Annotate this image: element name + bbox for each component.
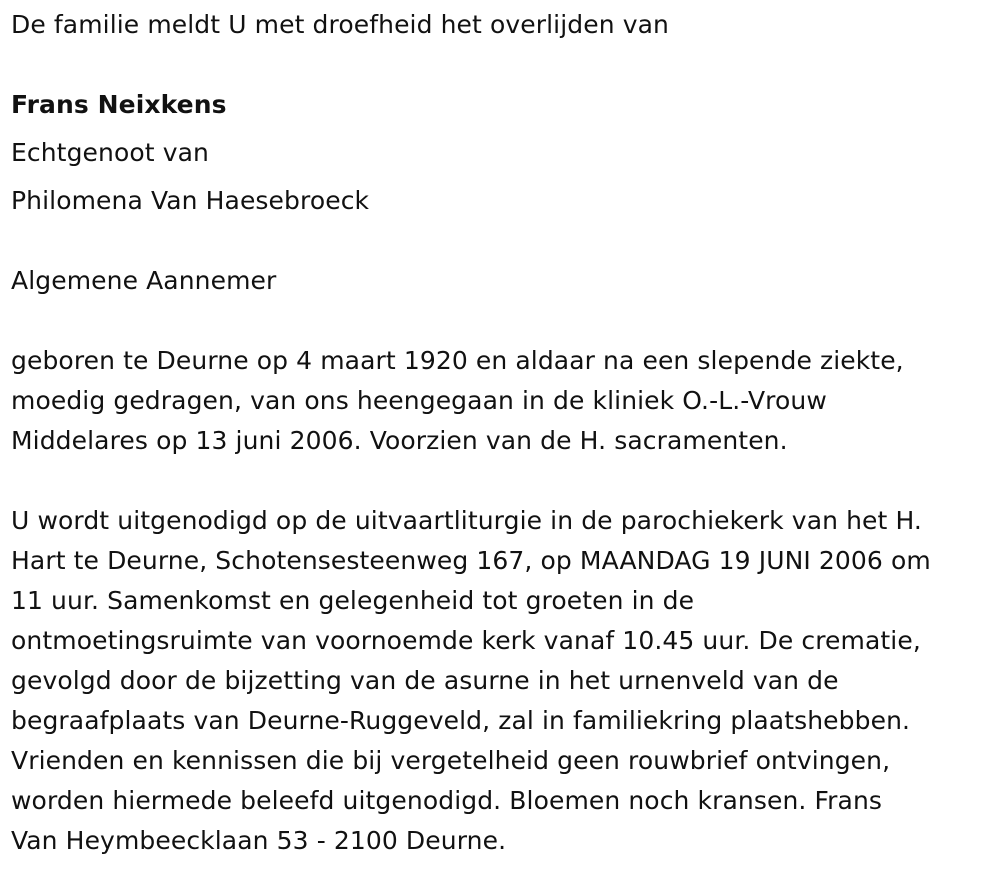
ceremony-line: Van Heymbeecklaan 53 - 2100 Deurne.: [11, 826, 507, 855]
biography-line: geboren te Deurne op 4 maart 1920 en aldaar na een slepende ziekte,: [11, 346, 904, 375]
profession-text: Algemene Aannemer: [11, 266, 277, 295]
intro-text: De familie meldt U met droefheid het overlijden van: [11, 10, 669, 39]
ceremony-line: Vrienden en kennissen die bij vergetelheid geen rouwbrief ontvingen,: [11, 746, 891, 775]
spouse-name: Philomena Van Haesebroeck: [11, 186, 370, 215]
ceremony-line: U wordt uitgenodigd op de uitvaartliturgie in de parochiekerk van het H.: [11, 506, 922, 535]
ceremony-line: Hart te Deurne, Schotensesteenweg 167, op MAANDAG 19 JUNI 2006 om: [11, 546, 931, 575]
biography-line: Middelares op 13 juni 2006. Voorzien van de H. sacramenten.: [11, 426, 788, 455]
ceremony-line: begraafplaats van Deurne-Ruggeveld, zal in familiekring plaatshebben.: [11, 706, 911, 735]
deceased-name: Frans Neixkens: [11, 90, 227, 119]
ceremony-line: ontmoetingsruimte van voornoemde kerk vanaf 10.45 uur. De crematie,: [11, 626, 921, 655]
ceremony-line: worden hiermede beleefd uitgenodigd. Bloemen noch kransen. Frans: [11, 786, 883, 815]
biography-line: moedig gedragen, van ons heengegaan in de kliniek O.-L.-Vrouw: [11, 386, 827, 415]
ceremony-line: gevolgd door de bijzetting van de asurne in het urnenveld van de: [11, 666, 839, 695]
relation-text: Echtgenoot van: [11, 138, 209, 167]
ceremony-line: 11 uur. Samenkomst en gelegenheid tot groeten in de: [11, 586, 695, 615]
